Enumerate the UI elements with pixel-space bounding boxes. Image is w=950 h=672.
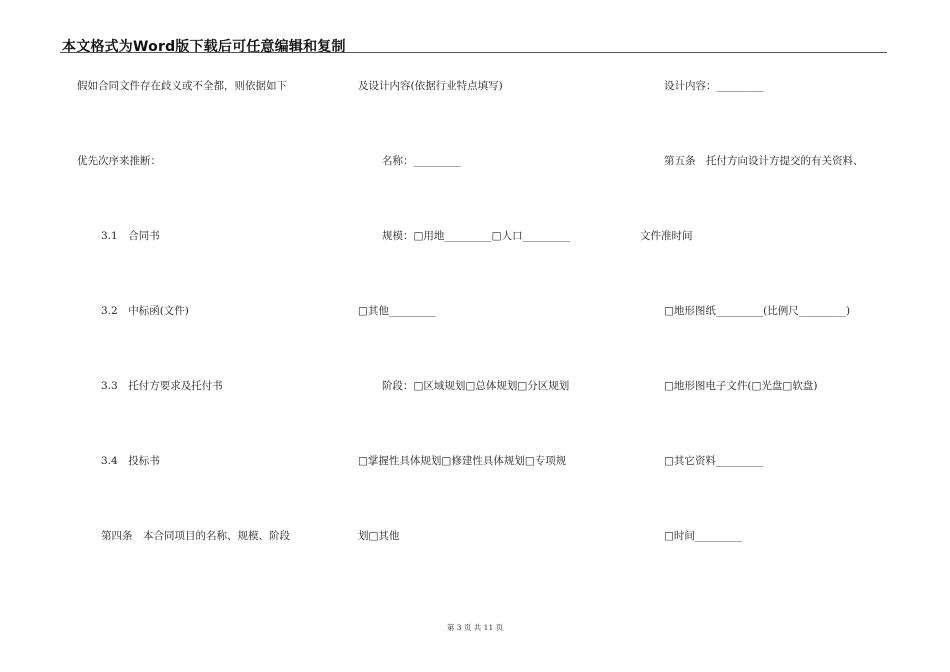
middle-line-6: □掌握性具体规划□修建性具体规划□专项规 xyxy=(358,455,567,467)
middle-line-4: □其他_________ xyxy=(358,305,437,317)
middle-line-3: 规模：□用地_________□人口_________ xyxy=(382,230,570,242)
page-number-footer: 第 3 页 共 11 页 xyxy=(446,623,504,632)
left-line-4: 3.2 中标函(文件) xyxy=(101,305,189,317)
middle-line-5: 阶段：□区域规划□总体规划□分区规划 xyxy=(382,380,570,392)
right-line-4: □地形图纸_________(比例尺_________) xyxy=(664,305,851,317)
right-line-6: □其它资料_________ xyxy=(664,455,764,467)
document-header-title: 本文格式为Word版下载后可任意编辑和复制 xyxy=(62,39,346,55)
header-divider xyxy=(60,52,887,53)
right-line-2: 第五条 托付方向设计方提交的有关资料、 xyxy=(664,155,864,167)
left-line-1: 假如合同文件存在歧义或不全都，则依据如下 xyxy=(77,80,287,92)
middle-line-2: 名称：_________ xyxy=(382,155,461,167)
right-line-7: □时间_________ xyxy=(664,530,743,542)
middle-line-7: 划□其他 xyxy=(358,530,400,542)
middle-line-1: 及设计内容(依据行业特点填写) xyxy=(358,80,503,92)
left-line-3: 3.1 合同书 xyxy=(101,230,160,242)
right-line-3: 文件准时间 xyxy=(640,230,693,242)
right-line-5: □地形图电子文件(□光盘□软盘) xyxy=(664,380,818,392)
right-line-1: 设计内容：_________ xyxy=(664,80,764,92)
left-line-5: 3.3 托付方要求及托付书 xyxy=(101,380,223,392)
left-line-6: 3.4 投标书 xyxy=(101,455,160,467)
left-line-2: 优先次序来推断： xyxy=(77,155,161,167)
left-line-7: 第四条 本合同项目的名称、规模、阶段 xyxy=(101,530,290,542)
